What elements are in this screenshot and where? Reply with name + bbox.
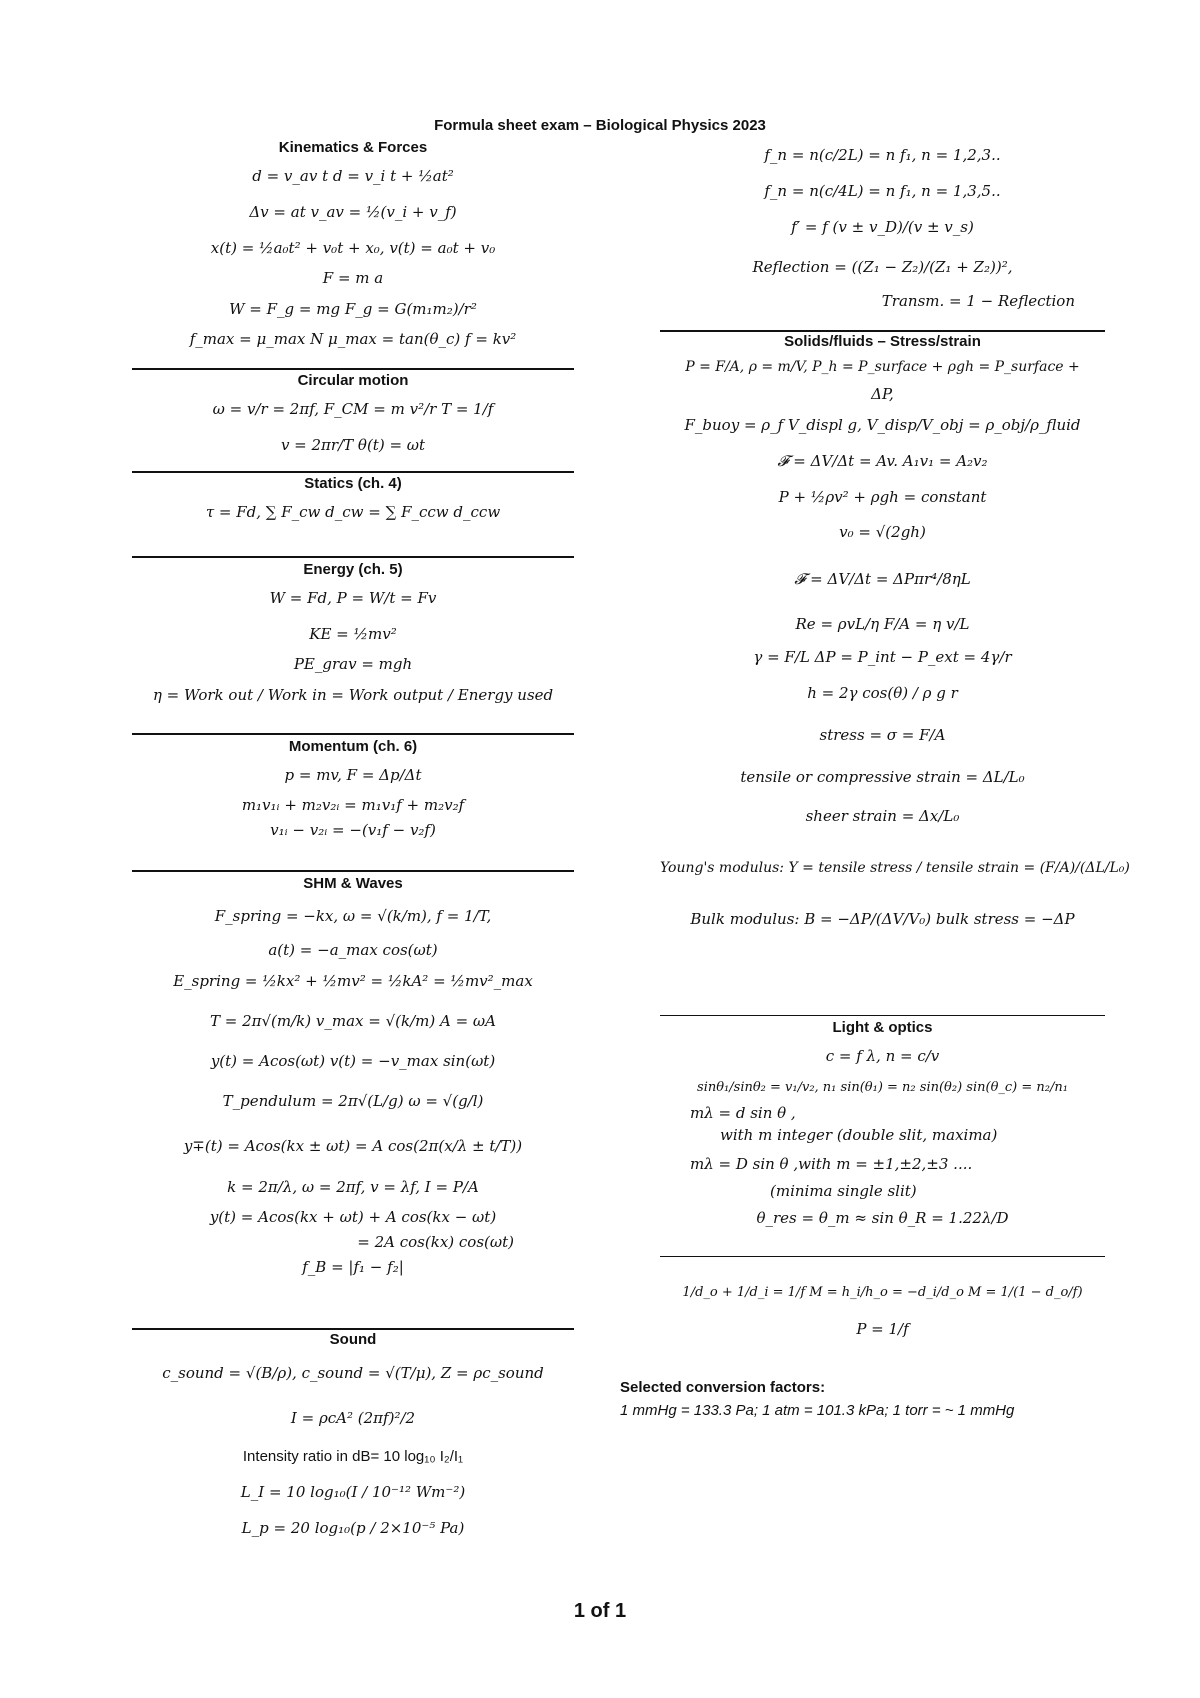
page-title: Formula sheet exam – Biological Physics 2023: [434, 117, 766, 134]
formula: tensile or compressive strain = ΔL/L₀: [740, 768, 1025, 786]
formula: γ = F/L ΔP = P_int − P_ext = 4γ/r: [753, 648, 1012, 666]
formula: F_spring = −kx, ω = √(k/m), f = 1/T,: [214, 907, 492, 925]
formula: Bulk modulus: B = −ΔP/(ΔV/V₀) bulk stress = −ΔP: [690, 910, 1075, 928]
formula: with m integer (double slit, maxima): [720, 1126, 998, 1144]
formula: f_n = n(c/4L) = n f₁, n = 1,3,5..: [764, 182, 1001, 200]
formula: f′ = f (v ± v_D)/(v ± v_s): [791, 218, 974, 236]
formula: y(t) = Acos(kx + ωt) + A cos(kx − ωt): [209, 1208, 497, 1226]
formula: F_buoy = ρ_f V_displ g, V_disp/V_obj = ρ_obj/ρ_fluid: [684, 416, 1081, 434]
formula: η = Work out / Work in = Work output / Energy used: [152, 686, 554, 704]
formula: y(t) = Acos(ωt) v(t) = −v_max sin(ωt): [210, 1052, 496, 1070]
formula: ω = v/r = 2πf, F_CM = m v²/r T = 1/f: [212, 400, 494, 418]
formula: v₁ᵢ − v₂ᵢ = −(v₁f − v₂f): [270, 821, 436, 839]
formula: c_sound = √(B/ρ), c_sound = √(T/μ), Z = ρc_sound: [162, 1364, 544, 1382]
formula: Intensity ratio in dB= 10 log₁₀ I₂/I₁: [242, 1448, 464, 1465]
section-heading: Statics (ch. 4): [304, 475, 402, 492]
formula: 1/d_o + 1/d_i = 1/f M = h_i/h_o = −d_i/d_o M = 1/(1 − d_o/f): [682, 1285, 1083, 1300]
section-heading: Light & optics: [832, 1019, 933, 1036]
formula: f_n = n(c/2L) = n f₁, n = 1,2,3..: [764, 146, 1001, 164]
formula: ΔP,: [871, 385, 894, 403]
formula: d = v_av t d = v_i t + ½at²: [252, 167, 454, 185]
formula: (minima single slit): [770, 1182, 917, 1200]
formula: T_pendulum = 2π√(L/g) ω = √(g/l): [222, 1092, 484, 1110]
formula: T = 2π√(m/k) v_max = √(k/m) A = ωA: [209, 1012, 496, 1030]
formula: stress = σ = F/A: [819, 726, 946, 744]
divider: [132, 556, 574, 558]
formula: W = F_g = mg F_g = G(m₁m₂)/r²: [229, 300, 477, 318]
conversion-heading: Selected conversion factors:: [620, 1379, 826, 1396]
section-heading: Sound: [329, 1331, 377, 1348]
formula: x(t) = ½a₀t² + v₀t + x₀, v(t) = a₀t + v₀: [210, 239, 496, 257]
formula: mλ = D sin θ ,with m = ±1,±2,±3 ....: [690, 1155, 973, 1173]
formula: sinθ₁/sinθ₂ = v₁/v₂, n₁ sin(θ₁) = n₂ sin(θ₂) sin(θ_c) = n₂/n₁: [697, 1080, 1068, 1095]
formula: Transm. = 1 − Reflection: [881, 292, 1075, 310]
section-solids-fluids: [660, 332, 1130, 939]
divider: [132, 368, 574, 370]
formula: Re = ρvL/η F/A = η v/L: [795, 615, 970, 633]
formula: θ_res = θ_m ≈ sin θ_R = 1.22λ/D: [756, 1209, 1009, 1227]
section-standing-waves: [660, 137, 1105, 314]
section-heading: Momentum (ch. 6): [288, 738, 418, 755]
formula: F = m a: [322, 269, 384, 287]
formula: Reflection = ((Z₁ − Z₂)/(Z₁ + Z₂))²,: [752, 258, 1013, 276]
section-heading: Solids/fluids – Stress/strain: [784, 333, 981, 350]
formula: f_B = |f₁ − f₂|: [302, 1258, 404, 1276]
formula: p = mv, F = Δp/Δt: [284, 766, 422, 784]
formula: v = 2πr/T θ(t) = ωt: [280, 436, 426, 454]
formula: h = 2γ cos(θ) / ρ g r: [807, 684, 958, 702]
formula: Δv = at v_av = ½(v_i + v_f): [249, 203, 457, 221]
formula: 𝓕 = ΔV/Δt = ΔPπr⁴/8ηL: [794, 570, 971, 588]
section-lenses: [660, 1275, 1105, 1347]
formula: = 2A cos(kx) cos(ωt): [357, 1233, 514, 1251]
formula: P + ½ρv² + ρgh = constant: [778, 488, 987, 506]
formula: Young's modulus: Y = tensile stress / tensile strain = (F/A)/(ΔL/L₀): [660, 860, 1130, 876]
section-energy: [132, 560, 574, 713]
formula: L_I = 10 log₁₀(I / 10⁻¹² Wm⁻²): [240, 1483, 466, 1501]
formula: P = 1/f: [856, 1320, 909, 1338]
formula: c = f λ, n = c/v: [825, 1047, 940, 1065]
formula: KE = ½mv²: [309, 625, 397, 643]
section-heading: SHM & Waves: [303, 875, 403, 892]
section-sound: [132, 1330, 574, 1546]
formula: a(t) = −a_max cos(ωt): [268, 941, 438, 959]
formula: 𝓕 = ΔV/Δt = Av. A₁v₁ = A₂v₂: [777, 452, 988, 470]
formula: y∓(t) = Acos(kx ± ωt) = A cos(2π(x/λ ± t/T)): [183, 1137, 523, 1155]
formula: W = Fd, P = W/t = Fv: [269, 589, 437, 607]
section-statics: [132, 474, 574, 530]
section-heading: Kinematics & Forces: [278, 139, 428, 156]
formula: E_spring = ½kx² + ½mv² = ½kA² = ½mv²_max: [173, 972, 533, 990]
page-number: 1 of 1: [573, 1600, 627, 1622]
formula: m₁v₁ᵢ + m₂v₂ᵢ = m₁v₁f + m₂v₂f: [241, 796, 465, 814]
section-circular-motion: [132, 371, 574, 463]
divider: [132, 870, 574, 872]
formula: P = F/A, ρ = m/V, P_h = P_surface + ρgh = P_surface +: [685, 359, 1080, 375]
section-momentum: [132, 737, 574, 843]
formula: I = ρcA² (2πf)²/2: [290, 1409, 416, 1427]
formula: v₀ = √(2gh): [839, 523, 926, 541]
conversion-factors: 1 mmHg = 133.3 Pa; 1 atm = 101.3 kPa; 1 torr = ~ 1 mmHg: [620, 1402, 1015, 1419]
section-heading: Circular motion: [297, 372, 409, 389]
formula: k = 2π/λ, ω = 2πf, v = λf, I = P/A: [227, 1178, 479, 1196]
section-light-optics: [660, 1018, 1105, 1236]
formula: mλ = d sin θ ,: [690, 1104, 796, 1122]
divider: [660, 1015, 1105, 1016]
divider: [132, 471, 574, 473]
formula: τ = Fd, ∑ F_cw d_cw = ∑ F_ccw d_ccw: [205, 503, 501, 521]
divider: [132, 733, 574, 735]
formula: sheer strain = Δx/L₀: [805, 807, 960, 825]
formula: PE_grav = mgh: [293, 655, 413, 673]
divider: [660, 1256, 1105, 1257]
formula: L_p = 20 log₁₀(p / 2×10⁻⁵ Pa): [241, 1519, 465, 1537]
section-kinematics: [132, 138, 574, 352]
formula: f_max = μ_max N μ_max = tan(θ_c) f = kv²: [189, 330, 517, 348]
section-heading: Energy (ch. 5): [303, 561, 403, 578]
section-shm-waves: [132, 874, 574, 1280]
